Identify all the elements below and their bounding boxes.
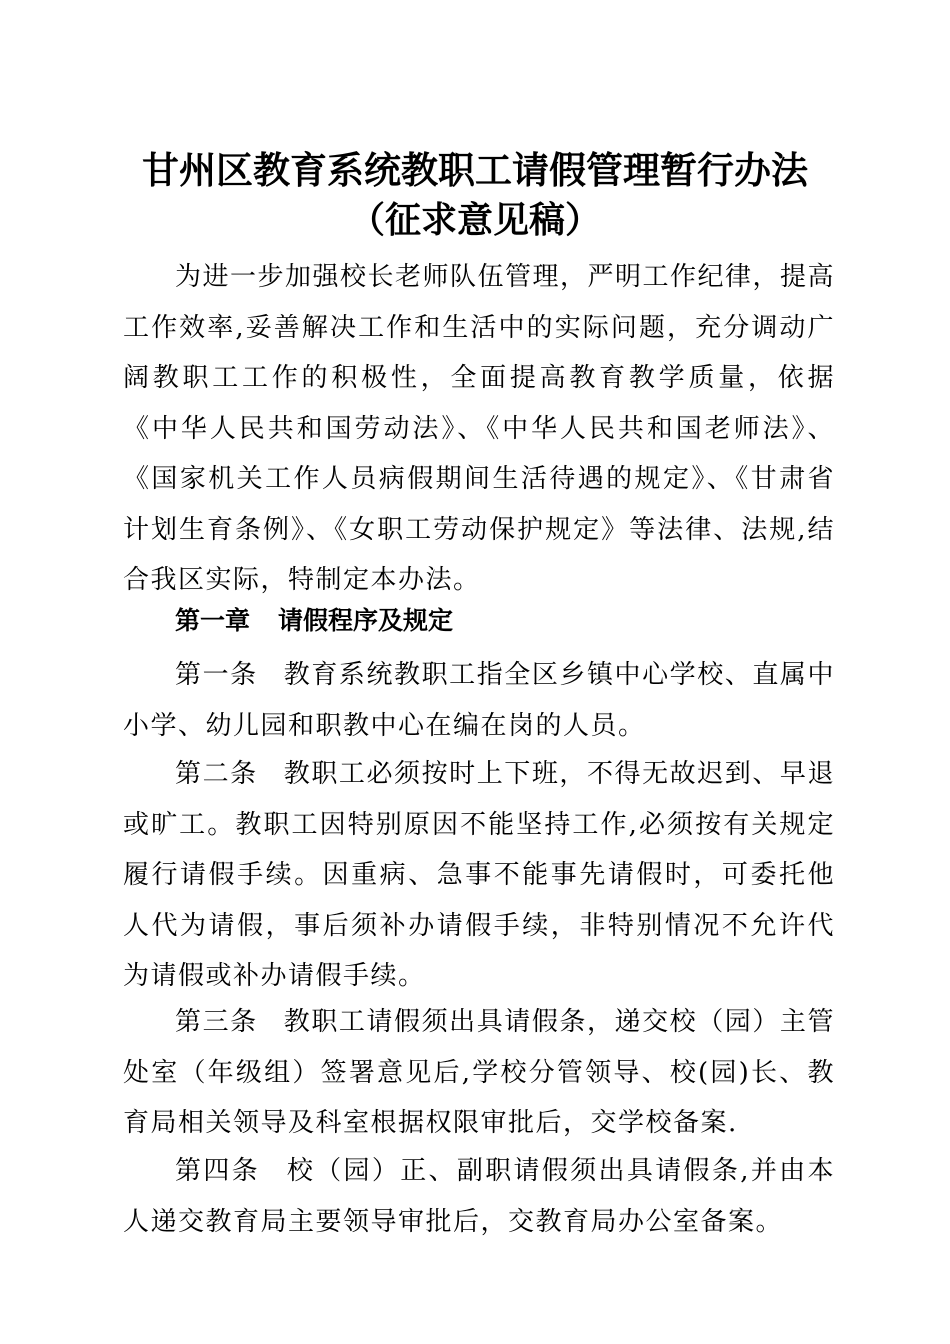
article-2 xyxy=(123,749,835,1002)
article-number: 第四条 xyxy=(175,1156,261,1186)
article-text: 教育系统教职工指全区乡镇中心学校、直属中小学、幼儿园和职教中心在编在岗的人员。 xyxy=(123,660,835,741)
article-text: 教职工必须按时上下班，不得无故迟到、早退或旷工。教职工因特别原因不能坚持工作,必须按有关规定履行请假手续。因重病、急事不能事先请假时，可委托他人代为请假，事后须补办请假手续，非特别情况不允许代为请假或补办请假手续。 xyxy=(123,759,835,991)
document-subtitle: （征求意见稿） xyxy=(348,199,601,241)
article-text: 校（园）正、副职请假须出具请假条,并由本人递交教育局主要领导审批后，交教育局办公室备案。 xyxy=(123,1156,835,1237)
article-paragraph xyxy=(123,650,835,751)
article-paragraph xyxy=(123,997,835,1149)
article-number: 第二条 xyxy=(175,759,258,789)
article-paragraph xyxy=(123,749,835,1002)
chapter-heading xyxy=(175,603,453,639)
article-text: 教职工请假须出具请假条，递交校（园）主管处室（年级组）签署意见后,学校分管领导、校(园)长、教育局相关领导及科室根据权限审批后，交学校备案. xyxy=(123,1007,835,1138)
chapter-title: 请假程序及规定 xyxy=(278,606,454,635)
article-paragraph xyxy=(123,1146,835,1247)
preamble-paragraph: 为进一步加强校长老师队伍管理，严明工作纪律，提高工作效率,妥善解决工作和生活中的实际问题，充分调动广阔教职工工作的积极性，全面提高教育教学质量，依据《中华人民共和国劳动法》、《中华人民共和国老师法》、《国家机关工作人员病假期间生活待遇的规定》、《甘肃省计划生育条例》、《女职工劳动保护规定》等法律、法规,结合我区实际，特制定本办法。 xyxy=(123,262,836,595)
preamble-block xyxy=(123,252,835,606)
article-1 xyxy=(123,650,835,751)
document-title: 甘州区教育系统教职工请假管理暂行办法 xyxy=(142,148,808,192)
chapter-number: 第一章 xyxy=(175,606,251,635)
article-3 xyxy=(123,997,835,1149)
article-number: 第一条 xyxy=(175,660,258,690)
article-4 xyxy=(123,1146,835,1247)
article-number: 第三条 xyxy=(175,1007,258,1037)
